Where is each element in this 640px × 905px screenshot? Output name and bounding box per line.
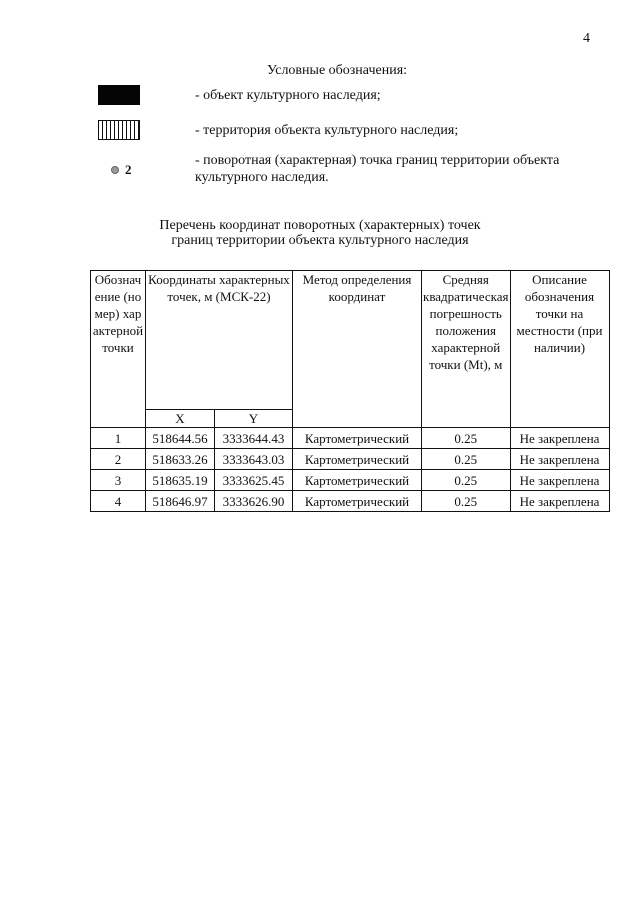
table-row	[91, 491, 610, 512]
cell-description: Не закреплена	[510, 449, 609, 470]
cell-method: Картометрический	[293, 470, 422, 491]
list-title-line1: Перечень координат поворотных (характерных) точек	[159, 218, 481, 233]
cell-number: 1	[91, 428, 146, 449]
header-description: Описание обозначения точки на местности (при наличии)	[510, 271, 609, 428]
header-x: X	[146, 410, 215, 428]
page-number: 4	[583, 31, 590, 46]
territory-hatch-symbol	[98, 120, 140, 140]
cell-x: 518635.19	[146, 470, 215, 491]
legend-object-label: - объект культурного наследия;	[195, 88, 381, 103]
cell-error: 0.25	[422, 428, 511, 449]
cell-method: Картометрический	[293, 428, 422, 449]
cell-y: 3333643.03	[215, 449, 293, 470]
table-row	[91, 449, 610, 470]
header-point-number: Обозначение (номер) характерной точки	[91, 271, 146, 428]
cell-x: 518644.56	[146, 428, 215, 449]
turning-point-symbol	[111, 166, 119, 174]
cell-description: Не закреплена	[510, 491, 609, 512]
cell-x: 518646.97	[146, 491, 215, 512]
cell-description: Не закреплена	[510, 470, 609, 491]
cell-y: 3333644.43	[215, 428, 293, 449]
legend-territory-label: - территория объекта культурного наследия;	[195, 123, 459, 138]
header-error: Средняя квадратическая погрешность положения характерной точки (Mt), м	[422, 271, 511, 428]
list-title-line2: границ территории объекта культурного наследия	[171, 233, 469, 248]
legend-point-label	[195, 152, 559, 186]
cell-number: 3	[91, 470, 146, 491]
header-y: Y	[215, 410, 293, 428]
coordinates-list-title	[0, 218, 640, 248]
legend-point-label-line1: - поворотная (характерная) точка границ территории объекта	[195, 153, 560, 168]
cell-method: Картометрический	[293, 491, 422, 512]
cell-number: 2	[91, 449, 146, 470]
cell-x: 518633.26	[146, 449, 215, 470]
cell-description: Не закреплена	[510, 428, 609, 449]
table-row	[91, 470, 610, 491]
cell-method: Картометрический	[293, 449, 422, 470]
cell-number: 4	[91, 491, 146, 512]
cultural-object-symbol	[98, 85, 140, 105]
coordinates-table	[90, 270, 610, 512]
header-coordinates: Координаты характерных точек, м (МСК-22)	[146, 271, 293, 410]
turning-point-symbol-number: 2	[125, 162, 132, 177]
cell-y: 3333625.45	[215, 470, 293, 491]
cell-error: 0.25	[422, 470, 511, 491]
header-method: Метод определения координат	[293, 271, 422, 428]
table-row	[91, 428, 610, 449]
cell-error: 0.25	[422, 491, 511, 512]
cell-error: 0.25	[422, 449, 511, 470]
legend-title: Условные обозначения:	[267, 63, 408, 78]
cell-y: 3333626.90	[215, 491, 293, 512]
legend-point-label-line2: культурного наследия.	[195, 170, 329, 185]
